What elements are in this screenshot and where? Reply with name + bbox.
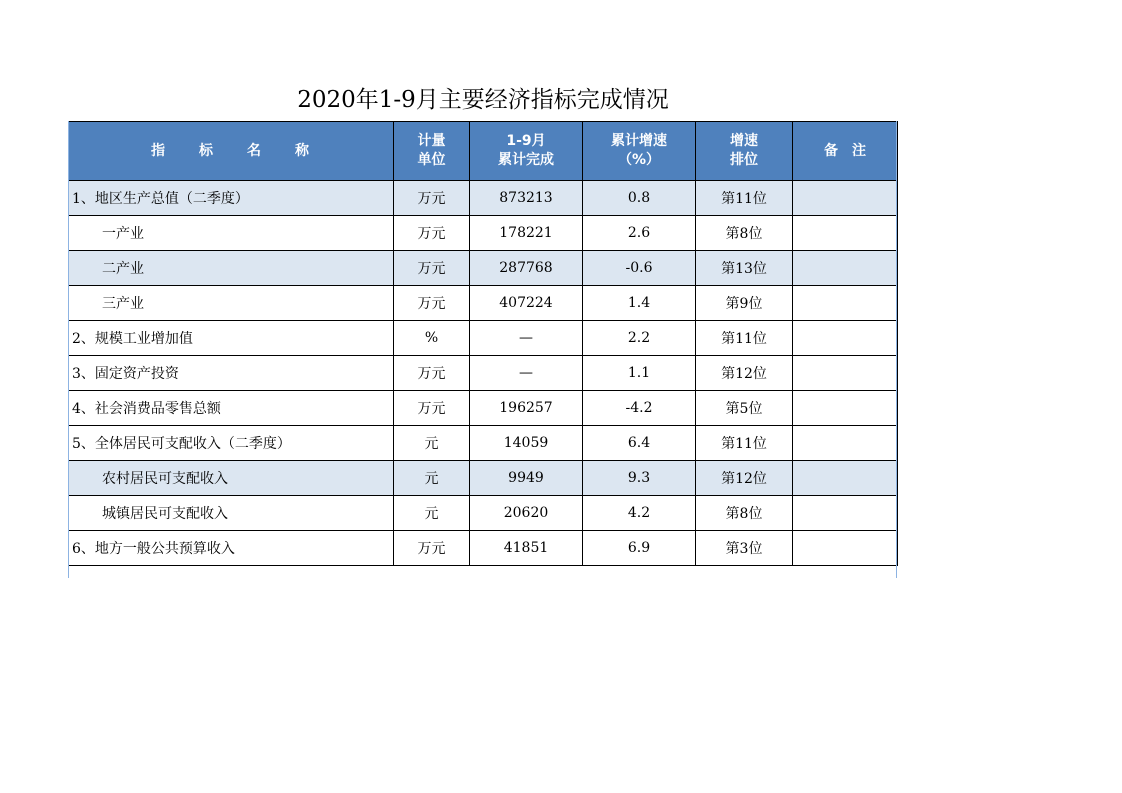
table-row <box>69 181 898 216</box>
value-cell: — <box>470 356 583 391</box>
value-cell: 41851 <box>470 531 583 566</box>
indicator-name: 1、地区生产总值（二季度） <box>69 181 394 216</box>
rank-cell: 第13位 <box>696 251 793 286</box>
rank-cell: 第12位 <box>696 356 793 391</box>
growth-cell: 1.4 <box>583 286 696 321</box>
table-row <box>69 531 898 566</box>
unit-cell: 元 <box>394 496 470 531</box>
value-cell: 178221 <box>470 216 583 251</box>
indicator-name: 2、规模工业增加值 <box>69 321 394 356</box>
rank-cell: 第8位 <box>696 496 793 531</box>
unit-cell: 元 <box>394 426 470 461</box>
table-row <box>69 286 898 321</box>
table-row <box>69 461 898 496</box>
table-row <box>69 321 898 356</box>
note-cell <box>793 356 898 391</box>
growth-cell: 9.3 <box>583 461 696 496</box>
unit-cell: 万元 <box>394 391 470 426</box>
header-growth-rank <box>696 122 793 181</box>
indicator-name: 农村居民可支配收入 <box>69 461 394 496</box>
unit-cell: 万元 <box>394 356 470 391</box>
header-rank-line1: 增速 <box>730 133 758 149</box>
value-cell: 20620 <box>470 496 583 531</box>
growth-cell: 0.8 <box>583 181 696 216</box>
indicator-name: 一产业 <box>69 216 394 251</box>
header-rank-line2: 排位 <box>730 152 758 168</box>
growth-cell: -0.6 <box>583 251 696 286</box>
table-header-row <box>69 122 898 181</box>
rank-cell: 第9位 <box>696 286 793 321</box>
growth-cell: 1.1 <box>583 356 696 391</box>
table-row <box>69 426 898 461</box>
header-unit <box>394 122 470 181</box>
header-indicator-name: 指 标 名 称 <box>69 122 394 181</box>
note-cell <box>793 496 898 531</box>
note-cell <box>793 531 898 566</box>
page-title: 2020年1-9月主要经济指标完成情况 <box>297 87 669 113</box>
note-cell <box>793 216 898 251</box>
rank-cell: 第12位 <box>696 461 793 496</box>
indicator-name: 6、地方一般公共预算收入 <box>69 531 394 566</box>
header-cumulative-value <box>470 122 583 181</box>
rank-cell: 第11位 <box>696 321 793 356</box>
value-cell: 196257 <box>470 391 583 426</box>
table-row <box>69 216 898 251</box>
indicator-name: 4、社会消费品零售总额 <box>69 391 394 426</box>
note-cell <box>793 181 898 216</box>
value-cell: 873213 <box>470 181 583 216</box>
value-cell: — <box>470 321 583 356</box>
unit-cell: 万元 <box>394 251 470 286</box>
growth-cell: 6.9 <box>583 531 696 566</box>
growth-cell: -4.2 <box>583 391 696 426</box>
table-row <box>69 251 898 286</box>
header-value-line1: 1-9月 <box>506 133 546 149</box>
unit-cell: 元 <box>394 461 470 496</box>
rank-cell: 第5位 <box>696 391 793 426</box>
header-unit-line2: 单位 <box>417 152 446 168</box>
note-cell <box>793 286 898 321</box>
indicator-name: 二产业 <box>69 251 394 286</box>
rank-cell: 第11位 <box>696 181 793 216</box>
indicator-name: 城镇居民可支配收入 <box>69 496 394 531</box>
growth-cell: 2.6 <box>583 216 696 251</box>
note-cell <box>793 426 898 461</box>
header-growth-line2: （%） <box>617 152 661 168</box>
value-cell: 9949 <box>470 461 583 496</box>
growth-cell: 6.4 <box>583 426 696 461</box>
growth-cell: 4.2 <box>583 496 696 531</box>
table-row <box>69 391 898 426</box>
rank-cell: 第8位 <box>696 216 793 251</box>
indicator-name: 三产业 <box>69 286 394 321</box>
header-note: 备 注 <box>793 122 898 181</box>
unit-cell: 万元 <box>394 216 470 251</box>
header-growth-rate <box>583 122 696 181</box>
value-cell: 14059 <box>470 426 583 461</box>
indicator-name: 3、固定资产投资 <box>69 356 394 391</box>
unit-cell: % <box>394 321 470 356</box>
table-row <box>69 356 898 391</box>
indicator-table <box>68 121 898 566</box>
value-cell: 407224 <box>470 286 583 321</box>
header-growth-line1: 累计增速 <box>611 133 667 149</box>
unit-cell: 万元 <box>394 286 470 321</box>
growth-cell: 2.2 <box>583 321 696 356</box>
rank-cell: 第3位 <box>696 531 793 566</box>
note-cell <box>793 461 898 496</box>
unit-cell: 万元 <box>394 181 470 216</box>
indicator-name: 5、全体居民可支配收入（二季度） <box>69 426 394 461</box>
value-cell: 287768 <box>470 251 583 286</box>
note-cell <box>793 251 898 286</box>
unit-cell: 万元 <box>394 531 470 566</box>
rank-cell: 第11位 <box>696 426 793 461</box>
table-row <box>69 496 898 531</box>
header-value-line2: 累计完成 <box>498 152 554 168</box>
note-cell <box>793 321 898 356</box>
header-unit-line1: 计量 <box>417 133 446 149</box>
note-cell <box>793 391 898 426</box>
